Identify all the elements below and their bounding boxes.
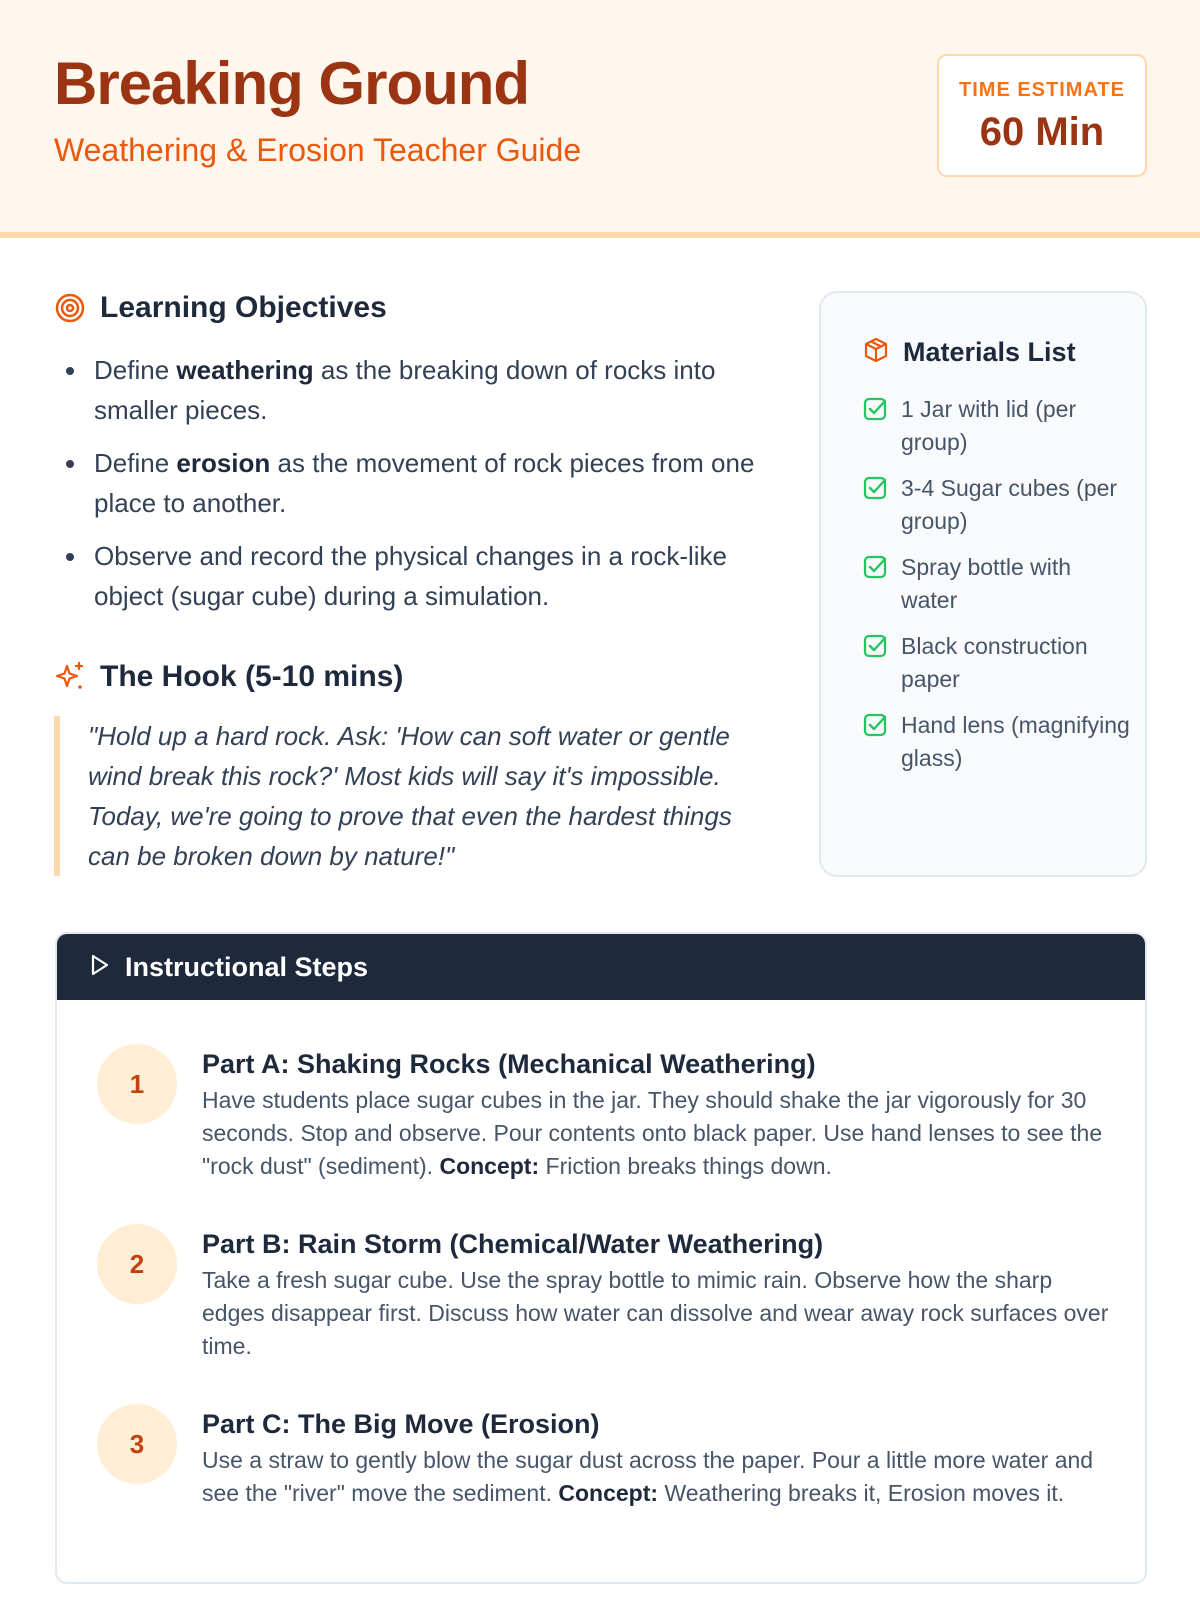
step-title: Part B: Rain Storm (Chemical/Water Weathering) — [202, 1229, 824, 1259]
check-square-icon — [863, 634, 887, 658]
play-icon — [87, 953, 111, 982]
list-item: Define weathering as the breaking down of rocks into smaller pieces. — [66, 350, 766, 430]
objectives-title: Learning Objectives — [100, 291, 387, 324]
steps-header-bar — [57, 934, 1145, 1000]
time-estimate-badge — [937, 54, 1147, 177]
materials-title: Materials List — [903, 337, 1076, 367]
hook-title: The Hook (5-10 mins) — [100, 660, 404, 693]
objectives-list — [66, 350, 766, 629]
list-item: Black construction paper — [863, 630, 1133, 696]
check-square-icon — [863, 713, 887, 737]
materials-list — [863, 393, 1133, 788]
step-number: 1 — [97, 1044, 177, 1124]
list-item: 1 Jar with lid (per group) — [863, 393, 1133, 459]
step-title: Part A: Shaking Rocks (Mechanical Weathering) — [202, 1049, 816, 1079]
page-header — [0, 0, 1200, 238]
step-description: Use a straw to gently blow the sugar dust across the paper. Pour a little more water and see the "river" move the sediment. Concept: Weathering breaks it, Erosion moves it. — [202, 1447, 1094, 1506]
time-estimate-value: 60 Min — [979, 110, 1105, 154]
hook-quote: "Hold up a hard rock. Ask: 'How can soft water or gentle wind break this rock?' Most kids will say it's impossible. Today, we're going to prove that even the hardest things can be broken down by nature!" — [54, 716, 774, 876]
page-subtitle: Weathering & Erosion Teacher Guide — [54, 132, 582, 168]
materials-heading — [863, 337, 1076, 368]
step-number: 3 — [97, 1404, 177, 1484]
check-square-icon — [863, 397, 887, 421]
steps-title: Instructional Steps — [125, 951, 369, 982]
list-item: 3-4 Sugar cubes (per group) — [863, 472, 1133, 538]
instructional-steps-panel — [55, 932, 1147, 1584]
check-square-icon — [863, 555, 887, 579]
hook-heading — [54, 660, 403, 694]
step-description: Have students place sugar cubes in the jar. They should shake the jar vigorously for 30 seconds. Stop and observe. Pour contents onto black paper. Use hand lenses to see the "rock dust" (sediment). Concept: Friction breaks things down. — [202, 1087, 1103, 1179]
list-item: Spray bottle with water — [863, 551, 1133, 617]
sparkles-icon — [54, 661, 86, 693]
step-number: 2 — [97, 1224, 177, 1304]
step-description: Take a fresh sugar cube. Use the spray bottle to mimic rain. Observe how the sharp edges disappear first. Discuss how water can dissolve and wear away rock surfaces over time. — [202, 1267, 1109, 1359]
target-icon — [54, 292, 86, 324]
materials-panel — [819, 291, 1147, 877]
page-title: Breaking Ground — [54, 50, 530, 117]
box-icon — [863, 337, 889, 368]
list-item: Define erosion as the movement of rock pieces from one place to another. — [66, 443, 766, 523]
objectives-heading — [54, 291, 387, 325]
step-title: Part C: The Big Move (Erosion) — [202, 1409, 600, 1439]
time-estimate-label: TIME ESTIMATE — [959, 79, 1125, 101]
list-item: Hand lens (magnifying glass) — [863, 709, 1133, 775]
list-item: Observe and record the physical changes in a rock-like object (sugar cube) during a simulation. — [66, 536, 766, 616]
check-square-icon — [863, 476, 887, 500]
